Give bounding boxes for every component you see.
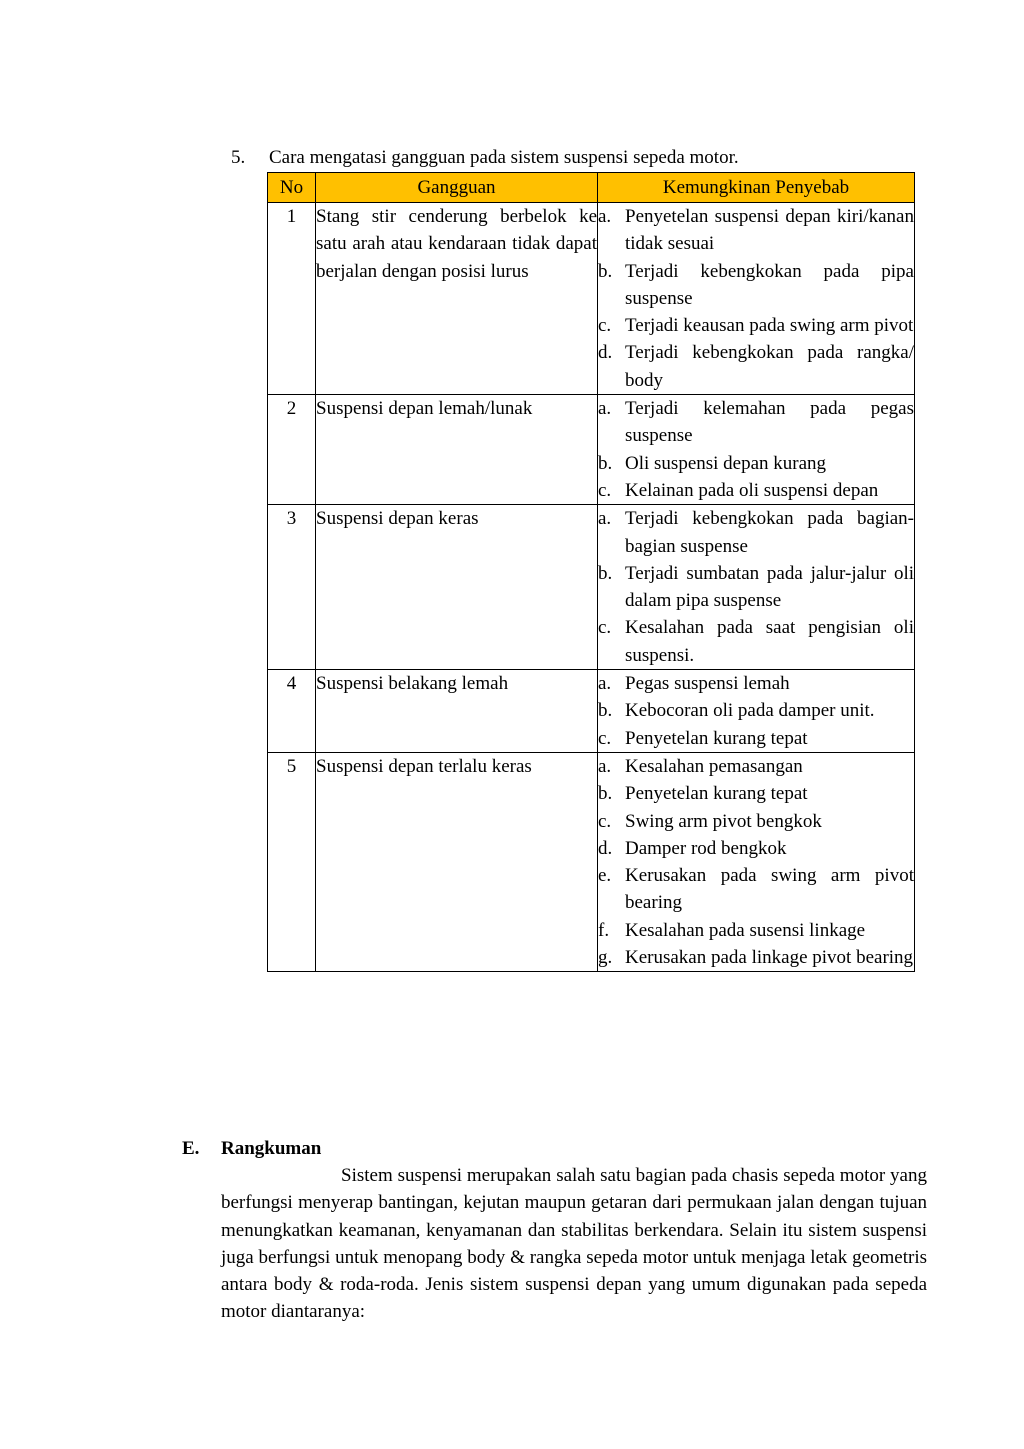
cause-letter: c. [598, 315, 612, 337]
row-issue: Suspensi depan lemah/lunak [316, 395, 598, 505]
table-row [268, 505, 915, 670]
cause-letter: b. [598, 783, 613, 805]
section-letter: E. [182, 1138, 200, 1159]
header-penyebab: Kemungkinan Penyebab [598, 173, 915, 203]
cause-item [598, 835, 914, 862]
cause-text: Kesalahan pemasangan [625, 755, 803, 777]
table-body [268, 203, 915, 972]
cause-text: Terjadi kelemahan pada pegas suspense [625, 398, 914, 447]
cause-text: Oli suspensi depan kurang [625, 452, 827, 474]
cause-letter: c. [598, 617, 612, 639]
cause-item [598, 450, 914, 477]
cause-text: Kelainan pada oli suspensi depan [625, 479, 879, 501]
row-number: 3 [268, 505, 316, 670]
table-header-row [268, 173, 915, 203]
cause-item [598, 505, 914, 560]
cause-letter: b. [598, 260, 613, 282]
cause-item [598, 862, 914, 917]
row-issue: Suspensi belakang lemah [316, 670, 598, 753]
list-item-number: 5. [231, 147, 246, 168]
row-causes [598, 203, 915, 395]
cause-letter: a. [598, 508, 612, 530]
cause-text: Kesalahan pada saat pengisian oli suspensi. [625, 617, 914, 666]
cause-item [598, 339, 914, 394]
cause-letter: e. [598, 865, 612, 887]
cause-letter: c. [598, 810, 612, 832]
cause-item [598, 395, 914, 450]
cause-item [598, 614, 914, 669]
cause-text: Terjadi kebengkokan pada pipa suspense [625, 260, 914, 309]
cause-text: Kesalahan pada susensi linkage [625, 919, 866, 941]
cause-list [598, 505, 914, 669]
cause-text: Terjadi sumbatan pada jalur-jalur oli dalam pipa suspense [625, 562, 914, 612]
cause-text: Swing arm pivot bengkok [625, 810, 822, 832]
cause-letter: b. [598, 562, 613, 584]
list-item-title: Cara mengatasi gangguan pada sistem suspensi sepeda motor. [269, 147, 739, 168]
section-title: Rangkuman [221, 1138, 322, 1159]
cause-letter: b. [598, 700, 613, 722]
row-number: 4 [268, 670, 316, 753]
troubleshooting-table [267, 172, 915, 972]
cause-item [598, 917, 914, 944]
cause-text: Penyetelan kurang tepat [625, 727, 808, 749]
cause-item [598, 753, 914, 780]
cause-item [598, 258, 914, 313]
cause-text: Damper rod bengkok [625, 837, 787, 859]
cause-item [598, 780, 914, 807]
cause-list [598, 203, 914, 394]
row-number: 2 [268, 395, 316, 505]
cause-letter: a. [598, 398, 612, 420]
cause-item [598, 944, 914, 971]
row-causes [598, 395, 915, 505]
cause-item [598, 808, 914, 835]
cause-text: Terjadi kebengkokan pada rangka/ body [625, 342, 914, 391]
cause-letter: f. [598, 919, 610, 941]
cause-text: Penyetelan suspensi depan kiri/kanan tidak sesuai [625, 206, 914, 255]
table-row [268, 752, 915, 971]
cause-text: Kerusakan pada swing arm pivot bearing [625, 865, 914, 914]
cause-letter: a. [598, 673, 612, 695]
cause-list [598, 670, 914, 752]
cause-item [598, 560, 914, 615]
cause-text: Penyetelan kurang tepat [625, 783, 808, 805]
cause-letter: g. [598, 947, 613, 969]
table-row [268, 395, 915, 505]
cause-list [598, 753, 914, 971]
cause-item [598, 312, 914, 339]
section-heading [182, 1136, 321, 1162]
cause-text: Terjadi keausan pada swing arm pivot [625, 315, 914, 337]
summary-paragraph: Sistem suspensi merupakan salah satu bagian pada chasis sepeda motor yang berfungsi menyerap bantingan, kejutan maupun getaran dari permukaan jalan dengan tujuan menungkatkan keamanan, kenyamanan dan stabilitas berkendara. Selain itu sistem suspensi juga berfungsi untuk menopang body & rangka sepeda motor untuk menjaga letak geometris antara body & roda-roda. Jenis sistem suspensi depan yang umum digunakan pada sepeda motor diantaranya: [221, 1165, 927, 1323]
cause-item [598, 477, 914, 504]
table-row [268, 203, 915, 395]
header-no: No [268, 173, 316, 203]
cause-item [598, 725, 914, 752]
cause-letter: a. [598, 755, 612, 777]
cause-text: Terjadi kebengkokan pada bagian-bagian suspense [625, 508, 914, 557]
cause-letter: c. [598, 479, 612, 501]
cause-letter: d. [598, 837, 613, 859]
cause-item [598, 670, 914, 697]
cause-letter: a. [598, 206, 612, 227]
list-item-heading [231, 146, 739, 170]
header-gangguan: Gangguan [316, 173, 598, 203]
table-row [268, 670, 915, 753]
row-causes [598, 670, 915, 753]
row-issue: Suspensi depan terlalu keras [316, 752, 598, 971]
cause-item [598, 203, 914, 258]
row-number: 1 [268, 203, 316, 395]
row-issue: Stang stir cenderung berbelok ke satu arah atau kendaraan tidak dapat berjalan dengan posisi lurus [316, 203, 598, 395]
cause-letter: b. [598, 452, 613, 474]
row-causes [598, 505, 915, 670]
cause-item [598, 697, 914, 724]
cause-text: Pegas suspensi lemah [625, 673, 790, 695]
cause-text: Kebocoran oli pada damper unit. [625, 700, 875, 722]
cause-list [598, 395, 914, 504]
cause-letter: d. [598, 342, 613, 364]
cause-letter: c. [598, 727, 612, 749]
row-number: 5 [268, 752, 316, 971]
row-issue: Suspensi depan keras [316, 505, 598, 670]
cause-text: Kerusakan pada linkage pivot bearing [625, 947, 914, 969]
row-causes [598, 752, 915, 971]
